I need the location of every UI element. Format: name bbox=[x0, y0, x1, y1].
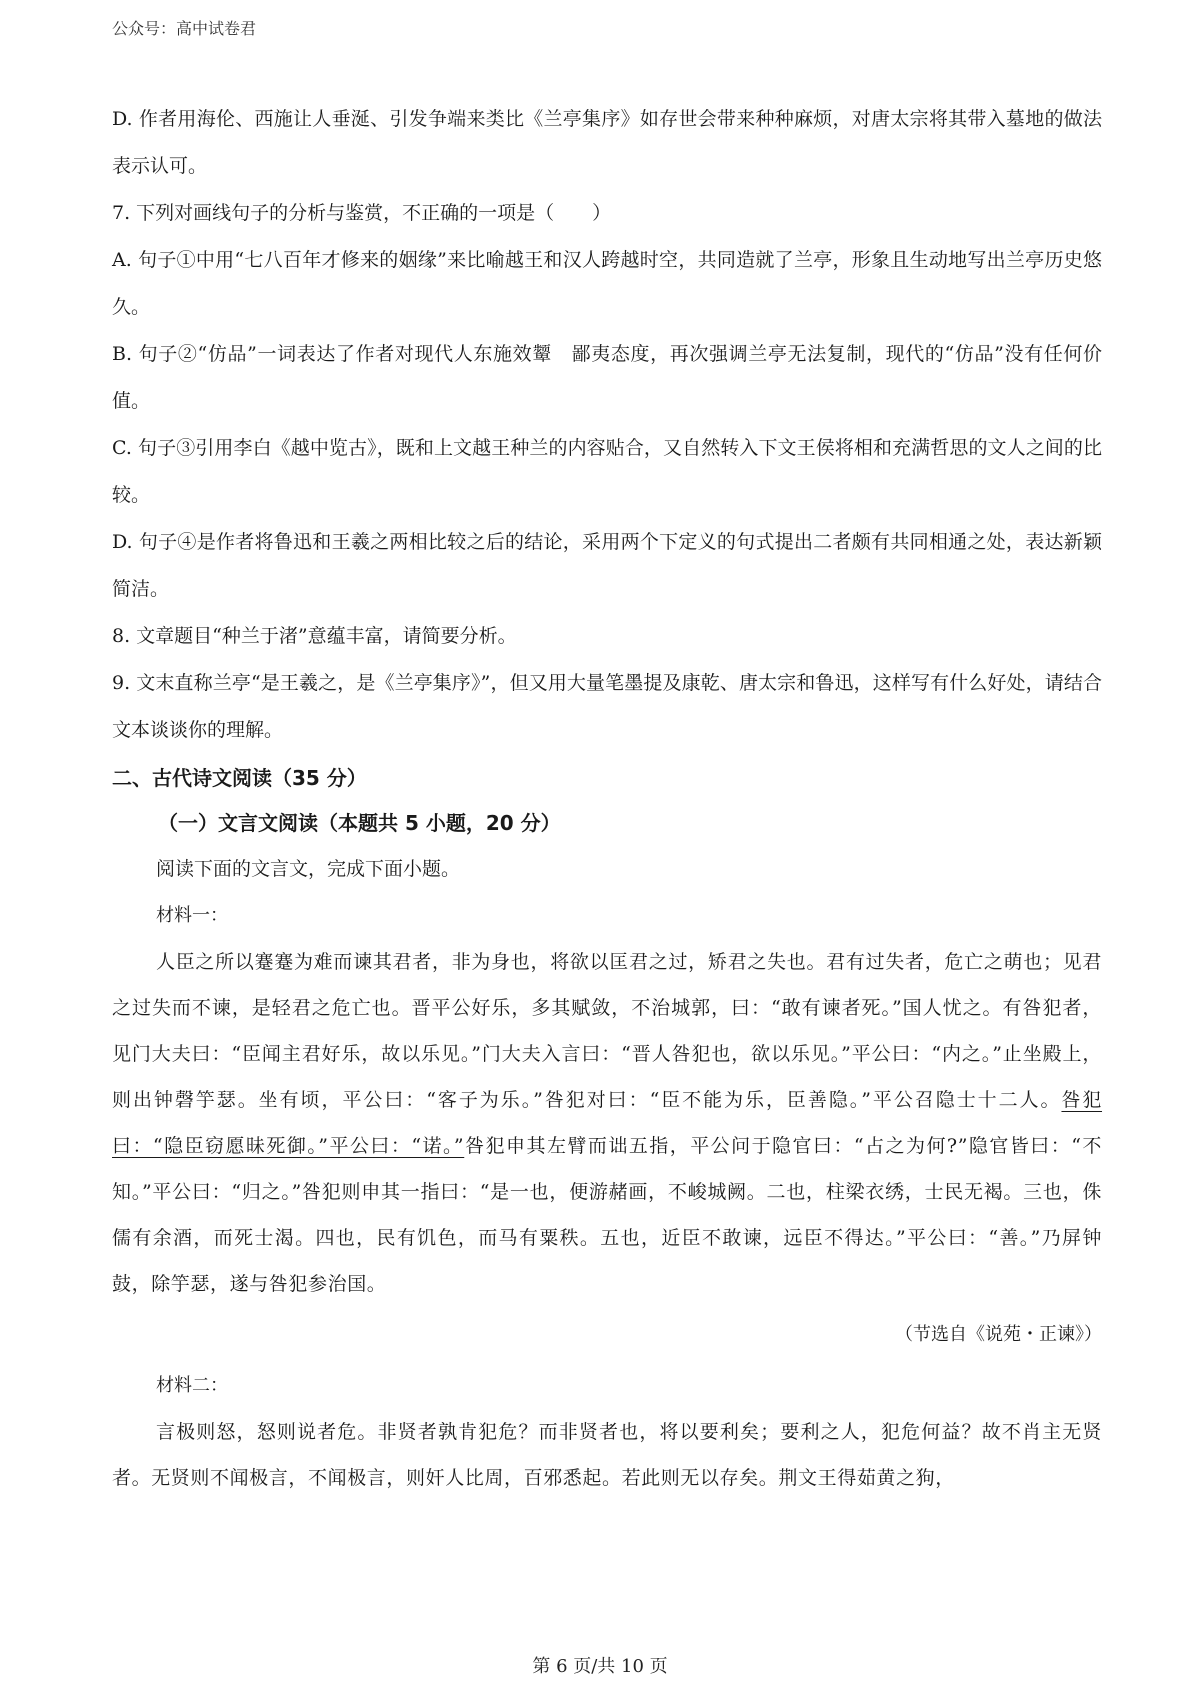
page-content bbox=[112, 96, 1102, 1501]
q7-option-b: B. 句子②“仿品”一词表达了作者对现代人东施效颦 鄙夷态度，再次强调兰亭无法复制，现代的“仿品”没有任何价值。 bbox=[112, 343, 1102, 412]
material1-passage bbox=[112, 939, 1102, 1307]
q6-option-d: D. 作者用海伦、西施让人垂涎、引发争端来类比《兰亭集序》如存世会带来种种麻烦，对唐太宗将其带入墓地的做法表示认可。 bbox=[112, 108, 1102, 177]
q7-option-c: C. 句子③引用李白《越中览古》，既和上文越王种兰的内容贴合，又自然转入下文王侯将相和充满哲思的文人之间的比较。 bbox=[112, 437, 1102, 506]
reading-instruction: 阅读下面的文言文，完成下面小题。 bbox=[156, 858, 461, 880]
material1-underlined-sentence: 咎犯曰：“隐臣窃愿昧死御。”平公曰：“诺。” bbox=[112, 1089, 1103, 1157]
material1-text-part1: 人臣之所以蹇蹇为难而谏其君者，非为身也，将欲以匡君之过，矫君之失也。君有过失者，危亡之萌也；见君之过失而不谏，是轻君之危亡也。晋平公好乐，多其赋敛，不治城郭，曰：“敢有谏者死。”国人忧之。有咎犯者，见门大夫曰：“臣闻主君好乐，故以乐见。”门大夫入言曰：“晋人咎犯也，欲以乐见。”平公曰：“内之。”止坐殿上，则出钟磬竽瑟。坐有顷，平公曰：“客子为乐。”咎犯对曰：“臣不能为乐，臣善隐。”平公召隐士十二人。 bbox=[112, 951, 1102, 1111]
q7-option-a: A. 句子①中用“七八百年才修来的姻缘”来比喻越王和汉人跨越时空，共同造就了兰亭，形象且生动地写出兰亭历史悠久。 bbox=[112, 249, 1102, 318]
page-header-source: 公众号：高中试卷君 bbox=[112, 19, 257, 38]
material2-label: 材料二： bbox=[156, 1375, 228, 1396]
subsection-title: （一）文言文阅读（本题共 5 小题，20 分） bbox=[158, 811, 561, 835]
material1-label: 材料一： bbox=[156, 905, 228, 926]
material2-passage: 言极则怒，怒则说者危。非贤者孰肯犯危？而非贤者也，将以要利矣；要利之人，犯危何益？故不肖主无贤者。无贤则不闻极言，不闻极言，则奸人比周，百邪悉起。若此则无以存矣。荆文王得茹黄之狗， bbox=[112, 1421, 1102, 1489]
page-number: 第 6 页/共 10 页 bbox=[532, 1656, 668, 1677]
material1-text-part2: 咎犯申其左臂而诎五指，平公问于隐官曰：“占之为何?”隐官皆曰：“不知。”平公曰：“归之。”咎犯则申其一指曰：“是一也，便游赭画，不峻城阙。二也，柱梁衣绣，士民无褐。三也，侏儒有余酒，而死士渴。四也，民有饥色，而马有粟秩。五也，近臣不敢谏，远臣不得达。”平公曰：“善。”乃屏钟鼓，除竽瑟，遂与咎犯参治国。 bbox=[112, 1135, 1102, 1295]
q7-option-d: D. 句子④是作者将鲁迅和王羲之两相比较之后的结论，采用两个下定义的句式提出二者颇有共同相通之处，表达新颖简洁。 bbox=[112, 531, 1102, 600]
q9-stem: 9. 文末直称兰亭“是王羲之，是《兰亭集序》”，但又用大量笔墨提及康乾、唐太宗和鲁迅，这样写有什么好处，请结合文本谈谈你的理解。 bbox=[112, 672, 1102, 741]
q7-stem: 7. 下列对画线句子的分析与鉴赏，不正确的一项是（ ） bbox=[112, 202, 612, 224]
material1-source: （节选自《说苑・正谏》） bbox=[895, 1324, 1102, 1345]
q8-stem: 8. 文章题目“种兰于渚”意蕴丰富，请简要分析。 bbox=[112, 625, 517, 647]
section-title: 二、古代诗文阅读（35 分） bbox=[112, 766, 367, 790]
